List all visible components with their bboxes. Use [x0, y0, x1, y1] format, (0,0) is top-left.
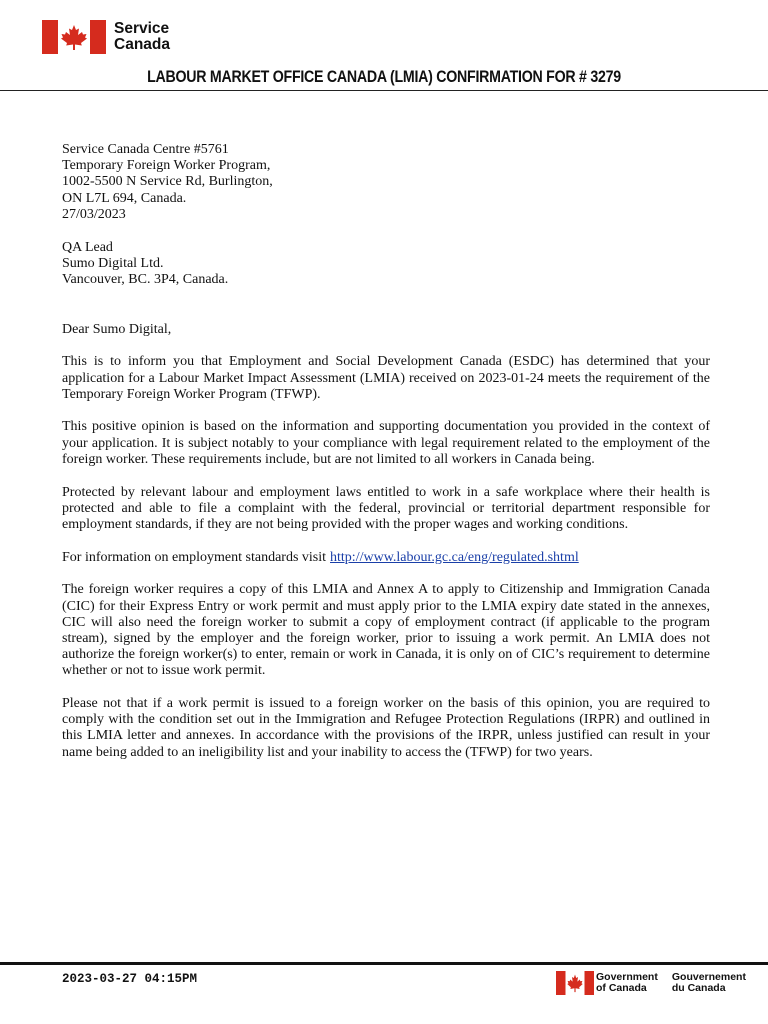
employment-standards-link[interactable]: http://www.labour.gc.ca/eng/regulated.shtml [330, 549, 579, 565]
paragraph-protections: Protected by relevant labour and employment laws entitled to work in a safe workplace where their health is protected and able to file a complaint with the federal, provincial or territorial department responsible for employment standards, if they are not being provided with the proper wages and working conditions. [62, 484, 710, 532]
page-title: LABOUR MARKET OFFICE CANADA (LMIA) CONFIRMATION FOR # 3279 [147, 68, 621, 86]
recipient-line: QA Lead [62, 240, 113, 256]
government-of-canada-logo [556, 971, 746, 995]
recipient-line: Sumo Digital Ltd. [62, 256, 164, 272]
sender-line: ON L7L 694, Canada. [62, 190, 187, 206]
salutation: Dear Sumo Digital, [62, 321, 172, 337]
letter-date: 27/03/2023 [62, 206, 126, 222]
paragraph-requirements: The foreign worker requires a copy of this LMIA and Annex A to apply to Citizenship and Immigration Canada (CIC) for their Express Entry or work permit and must apply prior to the LMIA expiry date stated in the annexes, CIC will also need the foreign worker to submit a copy of employment contract (if applicable to the program stream), signed by the employer and the foreign worker, prior to issuing a work permit. An LMIA does not authorize the foreign worker(s) to enter, remain or work in Canada, it is only on of CIC’s requirement to determine whether or not to issue work permit. [62, 582, 710, 679]
gov-fr-line-1: Gouvernement [671, 970, 746, 983]
letter-body [62, 142, 710, 761]
info-line [62, 550, 710, 566]
recipient-address [62, 240, 710, 289]
canada-flag-icon [42, 20, 106, 54]
sender-address [62, 142, 710, 223]
paragraph-determination: This is to inform you that Employment and Social Development Canada (ESDC) has determined that your application for a Labour Market Impact Assessment (LMIA) received on 2023-01-24 meets the requirement of the Temporary Foreign Worker Program (TFWP). [62, 354, 710, 402]
gov-fr-line-2: du Canada [671, 982, 726, 994]
service-canada-logo [42, 20, 170, 54]
paragraph-positive-opinion: This positive opinion is based on the information and supporting documentation you provided in the context of your application. It is subject notably to your compliance with legal requirement related to the employment of the foreign worker. These requirements include, but are not limited to all workers in Canada being. [62, 419, 710, 467]
recipient-line: Vancouver, BC. 3P4, Canada. [62, 272, 229, 288]
header-divider [0, 90, 768, 91]
service-canada-wordmark [114, 21, 170, 53]
gov-en-line-1: Government [596, 970, 658, 983]
government-en-label [596, 972, 658, 995]
sender-line: Temporary Foreign Worker Program, [62, 158, 271, 174]
sender-line: Service Canada Centre #5761 [62, 142, 229, 157]
info-text: For information on employment standards visit [62, 549, 327, 565]
canada-flag-icon [556, 971, 594, 995]
logo-line-1: Service [114, 20, 170, 37]
paragraph-conditions: Please not that if a work permit is issued to a foreign worker on the basis of this opinion, you are required to comply with the condition set out in the Immigration and Refugee Protection Regulations (IRPR) and outlined in this LMIA letter and annexes. In accordance with the provisions of the IRPR, unless justified can result in your name being added to an ineligibility list and your inability to access the (TFWP) for two years. [62, 696, 710, 760]
timestamp: 2023-03-27 04:15PM [62, 972, 198, 986]
gov-en-line-2: of Canada [596, 982, 647, 994]
government-fr-label [672, 972, 746, 995]
sender-line: 1002-5500 N Service Rd, Burlington, [62, 174, 273, 190]
logo-line-2: Canada [114, 36, 170, 53]
footer-divider [0, 962, 768, 965]
